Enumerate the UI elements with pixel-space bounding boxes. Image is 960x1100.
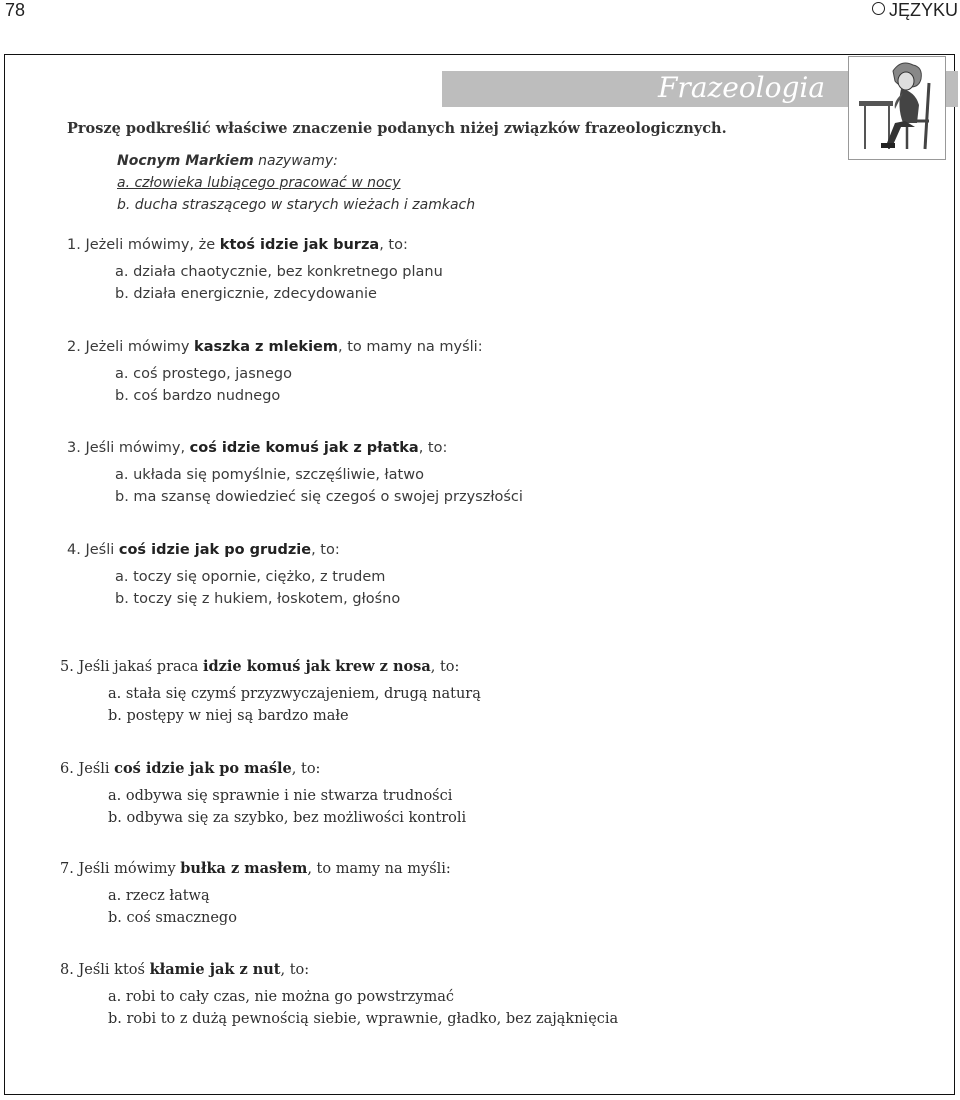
question-phrase: coś idzie jak po maśle — [114, 760, 292, 777]
option-a[interactable]: a. odbywa się sprawnie i nie stwarza trudności — [108, 788, 453, 804]
option-a[interactable]: a. układa się pomyślnie, szczęśliwie, łatwo — [115, 467, 424, 483]
question-post: , to: — [418, 440, 448, 456]
question-text — [60, 960, 618, 980]
chapter-label: JĘZYKU — [888, 0, 958, 20]
question-text — [67, 235, 443, 255]
chapter-title — [872, 0, 958, 21]
question-text — [60, 759, 466, 779]
example-prompt: nazywamy: — [253, 153, 338, 169]
question-post: , to: — [430, 659, 460, 675]
example-block — [117, 150, 475, 216]
example-option-a: a. człowieka lubiącego pracować w nocy — [117, 175, 401, 191]
option-b[interactable]: b. robi to z dużą pewnością siebie, wprawnie, gładko, bez zająknięcia — [108, 1011, 619, 1027]
question-pre: 1. Jeżeli mówimy, że — [67, 237, 220, 253]
question-6 — [60, 759, 466, 829]
question-pre: 5. Jeśli jakaś praca — [60, 659, 204, 675]
instruction: Proszę podkreślić właściwe znaczenie podanych niżej związków frazeologicznych. — [67, 120, 727, 137]
option-b[interactable]: b. postępy w niej są bardzo małe — [108, 708, 349, 724]
question-phrase: bułka z masłem — [180, 860, 308, 877]
question-phrase: kłamie jak z nut — [149, 961, 281, 978]
question-pre: 2. Jeżeli mówimy — [67, 339, 195, 355]
question-post: , to: — [379, 237, 408, 253]
question-8 — [60, 960, 618, 1030]
question-phrase: coś idzie komuś jak z płatka — [189, 440, 419, 456]
question-pre: 7. Jeśli mówimy — [60, 861, 181, 877]
question-post: , to: — [311, 542, 340, 558]
option-b[interactable]: b. działa energicznie, zdecydowanie — [115, 286, 377, 302]
example-option-b: b. ducha straszącego w starych wieżach i zamkach — [117, 197, 476, 213]
question-pre: 3. Jeśli mówimy, — [67, 440, 190, 456]
question-post: , to mamy na myśli: — [307, 861, 451, 877]
question-3 — [67, 438, 523, 508]
question-pre: 8. Jeśli ktoś — [60, 962, 150, 978]
question-5 — [60, 657, 481, 727]
question-2 — [67, 337, 483, 407]
question-7 — [60, 859, 451, 929]
question-post: , to: — [291, 761, 321, 777]
section-title: Frazeologia — [658, 71, 826, 104]
page-number: 78 — [5, 0, 26, 20]
option-a[interactable]: a. coś prostego, jasnego — [115, 366, 292, 382]
question-post: , to: — [280, 962, 310, 978]
option-a[interactable]: a. stała się czymś przyzwyczajeniem, drugą naturą — [108, 686, 481, 702]
option-b[interactable]: b. coś smacznego — [108, 910, 237, 926]
option-a[interactable]: a. działa chaotycznie, bez konkretnego planu — [115, 264, 443, 280]
option-b[interactable]: b. toczy się z hukiem, łoskotem, głośno — [115, 591, 401, 607]
question-text — [60, 657, 481, 677]
option-a[interactable]: a. toczy się opornie, ciężko, z trudem — [115, 569, 386, 585]
question-text — [67, 438, 523, 458]
question-pre: 4. Jeśli — [67, 542, 119, 558]
question-4 — [67, 540, 400, 610]
example-phrase: Nocnym Markiem — [117, 153, 254, 169]
question-1 — [67, 235, 443, 305]
question-phrase: kaszka z mlekiem — [194, 339, 338, 355]
question-phrase: coś idzie jak po grudzie — [118, 542, 312, 558]
question-text — [67, 540, 400, 560]
option-b[interactable]: b. ma szansę dowiedzieć się czegoś o swojej przyszłości — [115, 489, 523, 505]
option-a[interactable]: a. robi to cały czas, nie można go powstrzymać — [108, 989, 455, 1005]
circle-icon — [872, 2, 885, 15]
question-phrase: ktoś idzie jak burza — [219, 237, 380, 253]
question-post: , to mamy na myśli: — [337, 339, 483, 355]
thinking-person-icon — [849, 57, 945, 159]
option-a[interactable]: a. rzecz łatwą — [108, 888, 210, 904]
question-text — [60, 859, 451, 879]
thinking-person-illustration — [848, 56, 946, 160]
example-intro — [117, 150, 475, 172]
question-phrase: idzie komuś jak krew z nosa — [203, 658, 431, 675]
option-b[interactable]: b. coś bardzo nudnego — [115, 388, 281, 404]
option-b[interactable]: b. odbywa się za szybko, bez możliwości kontroli — [108, 810, 467, 826]
question-pre: 6. Jeśli — [60, 761, 115, 777]
question-text — [67, 337, 483, 357]
